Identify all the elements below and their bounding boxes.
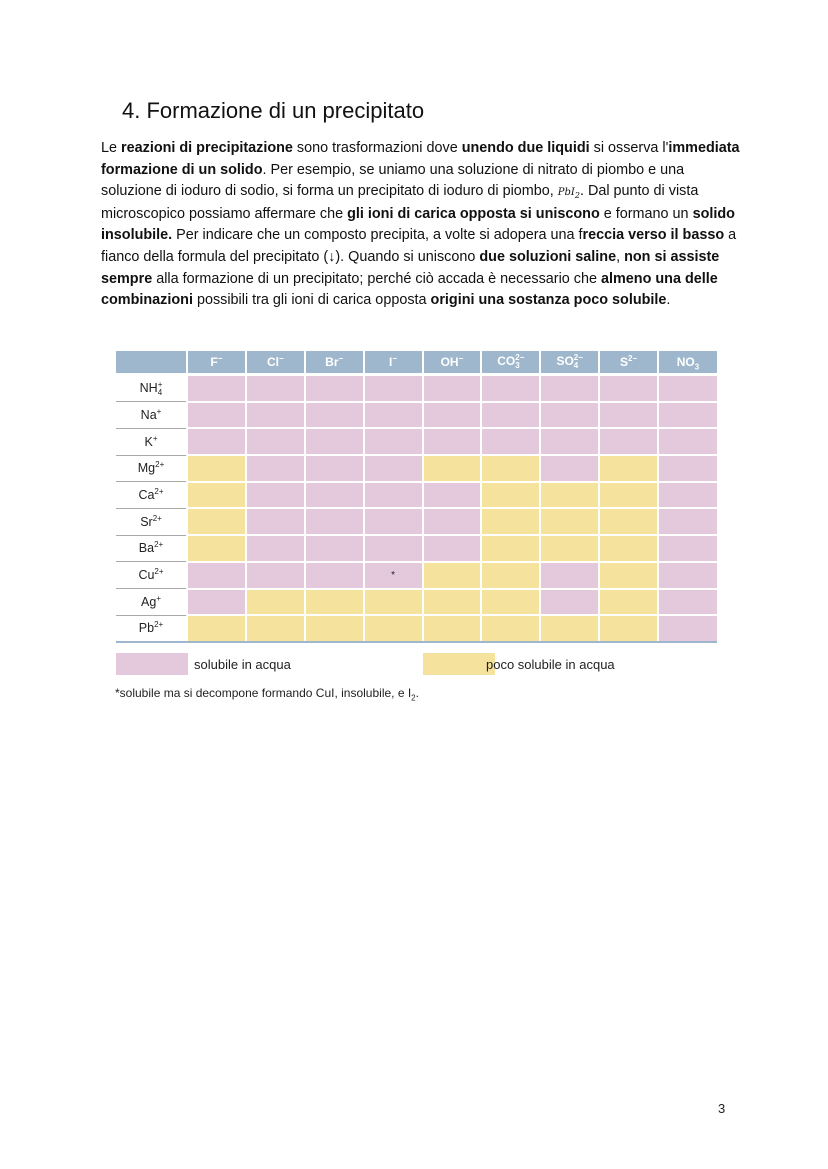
solubility-cell: [187, 562, 246, 589]
solubility-cell: [599, 589, 658, 616]
cation-label: $Cu^{2+}$: [138, 567, 164, 583]
legend-soluble-swatch: [116, 653, 188, 675]
cation-label: $Ba^{2+}$: [138, 540, 164, 556]
solubility-cell: [423, 615, 482, 641]
solubility-cell: [305, 402, 364, 429]
solubility-cell: [540, 615, 599, 641]
solubility-cell: [423, 375, 482, 402]
anion-header: [658, 351, 717, 375]
cation-label: NH + 4: [139, 379, 163, 397]
solubility-table: [116, 351, 717, 641]
solubility-cell: [481, 589, 540, 616]
solubility-cell: [246, 589, 305, 616]
solubility-cell: [423, 482, 482, 509]
cation-header: [116, 508, 187, 535]
solubility-cell: [658, 615, 717, 641]
solubility-cell: [540, 589, 599, 616]
solubility-cell: [423, 589, 482, 616]
solubility-cell: [658, 428, 717, 455]
cation-header: [116, 482, 187, 509]
table-bottom-rule: [116, 641, 717, 643]
cation-label: $Ca^{2+}$: [138, 486, 164, 503]
table-row: [116, 589, 717, 616]
legend-poorly-soluble-swatch: [423, 653, 495, 675]
solubility-cell: [481, 482, 540, 509]
solubility-cell: [540, 562, 599, 589]
cation-header: [116, 615, 187, 641]
solubility-table-container: [116, 351, 717, 643]
anion-label: F−: [210, 354, 223, 369]
anion-label: OH−: [440, 354, 464, 369]
cation-label: Na+: [140, 406, 162, 423]
solubility-cell: [364, 375, 423, 402]
solubility-cell: [364, 508, 423, 535]
solubility-cell: [246, 428, 305, 455]
solubility-cell: [305, 428, 364, 455]
solubility-cell: [246, 482, 305, 509]
anion-header: [246, 351, 305, 375]
cation-header: [116, 589, 187, 616]
solubility-cell: [599, 562, 658, 589]
anion-header: [187, 351, 246, 375]
anion-label: CO 2− 3: [497, 353, 525, 370]
solubility-cell: [305, 375, 364, 402]
solubility-cell: [364, 535, 423, 562]
solubility-cell: [305, 455, 364, 482]
intro-paragraph: Le reazioni di precipitazione sono trasformazioni dove unendo due liquidi si osserva l'immediata formazione di un solido. Per esempio, se uniamo una soluzione di nitrato di piombo e una soluzione di ioduro di sodio, si forma un precipitato di ioduro di piombo, PbI$_2$. Dal punto di vista microscopico possiamo affermare che gli ioni di carica opposta si uniscono e formano un solido insolubile. Per indicare che un composto precipita, a volte si adopera una freccia verso il basso a fianco della formula del precipitato (↓). Quando si uniscono due soluzioni saline, non si assiste sempre alla formazione di un precipitato; perché ciò accada è necessario che almeno una delle combinazioni possibili tra gli ioni di carica opposta origini una sostanza poco solubile.: [101, 140, 740, 309]
solubility-cell: [658, 508, 717, 535]
solubility-cell: [658, 562, 717, 589]
solubility-cell: [423, 562, 482, 589]
anion-label: Cl−: [266, 354, 284, 369]
solubility-cell: [540, 482, 599, 509]
cation-header: [116, 402, 187, 429]
solubility-cell: [364, 402, 423, 429]
footnote-marker: *: [391, 569, 396, 581]
table-corner: [116, 351, 187, 375]
anion-label: Br−: [325, 354, 344, 369]
solubility-cell: [599, 482, 658, 509]
legend-poorly-soluble-label: poco solubile in acqua: [486, 657, 615, 672]
solubility-cell: [187, 589, 246, 616]
solubility-cell: [364, 428, 423, 455]
solubility-cell: [481, 375, 540, 402]
table-row: [116, 455, 717, 482]
solubility-cell: [540, 428, 599, 455]
solubility-cell: [305, 508, 364, 535]
cation-header: [116, 375, 187, 402]
solubility-cell: [481, 508, 540, 535]
solubility-cell: [423, 535, 482, 562]
solubility-cell: [481, 535, 540, 562]
solubility-cell: [658, 482, 717, 509]
solubility-cell: [481, 455, 540, 482]
solubility-cell: [423, 508, 482, 535]
solubility-cell: [540, 402, 599, 429]
solubility-cell: [599, 615, 658, 641]
solubility-cell: [540, 455, 599, 482]
footnote: *solubile ma si decompone formando CuI, insolubile, e $I_2$.: [115, 686, 419, 703]
solubility-cell: [246, 375, 305, 402]
solubility-cell: [658, 402, 717, 429]
cation-header: [116, 562, 187, 589]
solubility-cell: [246, 562, 305, 589]
cation-header: [116, 428, 187, 455]
solubility-cell: [599, 402, 658, 429]
anion-header: [305, 351, 364, 375]
solubility-cell: [599, 535, 658, 562]
solubility-cell: [305, 562, 364, 589]
anion-label: I−: [389, 354, 398, 369]
cation-label: Ag+: [141, 593, 161, 609]
table-row: [116, 402, 717, 429]
solubility-cell: [246, 455, 305, 482]
solubility-cell: [423, 455, 482, 482]
table-row: [116, 428, 717, 455]
solubility-cell: [305, 482, 364, 509]
solubility-cell: [364, 482, 423, 509]
solubility-cell: [423, 402, 482, 429]
anion-header: [599, 351, 658, 375]
anion-header: [364, 351, 423, 375]
cation-header: [116, 455, 187, 482]
table-row: [116, 562, 717, 589]
legend: [116, 653, 717, 675]
anion-header-row: [116, 351, 717, 375]
solubility-cell: [481, 428, 540, 455]
cation-label: $Mg^{2+}$: [137, 460, 165, 476]
solubility-cell: [305, 615, 364, 641]
cation-header: [116, 535, 187, 562]
solubility-cell: [187, 482, 246, 509]
solubility-cell: [481, 615, 540, 641]
solubility-cell: [246, 535, 305, 562]
page-number: 3: [718, 1101, 726, 1116]
solubility-cell: [187, 508, 246, 535]
solubility-cell: [364, 589, 423, 616]
solubility-cell: [246, 402, 305, 429]
solubility-cell: [246, 508, 305, 535]
table-row: [116, 615, 717, 641]
solubility-cell: [246, 615, 305, 641]
table-row: [116, 375, 717, 402]
formula-pbi2: PbI$_2$: [557, 187, 580, 201]
solubility-cell: [540, 508, 599, 535]
legend-soluble-label: solubile in acqua: [194, 657, 291, 672]
solubility-cell: [187, 402, 246, 429]
solubility-cell: [658, 589, 717, 616]
table-row: [116, 508, 717, 535]
cation-label: $Sr^{2+}$: [140, 513, 162, 529]
solubility-cell: [658, 535, 717, 562]
anion-label: $S^{2-}$: [619, 354, 638, 369]
solubility-cell: [599, 428, 658, 455]
solubility-cell: [658, 375, 717, 402]
solubility-cell: [187, 535, 246, 562]
solubility-cell: [540, 535, 599, 562]
solubility-cell: [481, 402, 540, 429]
solubility-cell: [187, 455, 246, 482]
cation-label: K+: [144, 433, 158, 449]
table-row: [116, 535, 717, 562]
solubility-cell: [481, 562, 540, 589]
solubility-cell: [364, 455, 423, 482]
solubility-cell: [187, 428, 246, 455]
anion-header: [540, 351, 599, 375]
table-row: [116, 482, 717, 509]
solubility-cell: [364, 615, 423, 641]
solubility-cell: [540, 375, 599, 402]
solubility-cell: [423, 428, 482, 455]
solubility-cell: [658, 455, 717, 482]
anion-header: [423, 351, 482, 375]
solubility-body: [116, 375, 717, 641]
solubility-cell: [305, 535, 364, 562]
anion-header: [481, 351, 540, 375]
solubility-cell: [599, 375, 658, 402]
solubility-cell: [364, 562, 423, 589]
page-heading: 4. Formazione di un precipitato: [122, 98, 425, 123]
anion-label: $NO_3$: [676, 355, 700, 372]
anion-label: SO 2− 4: [556, 353, 583, 370]
solubility-cell: [599, 455, 658, 482]
solubility-cell: [187, 615, 246, 641]
solubility-cell: [187, 375, 246, 402]
cation-label: $Pb^{2+}$: [138, 620, 164, 636]
solubility-cell: [305, 589, 364, 616]
solubility-cell: [599, 508, 658, 535]
